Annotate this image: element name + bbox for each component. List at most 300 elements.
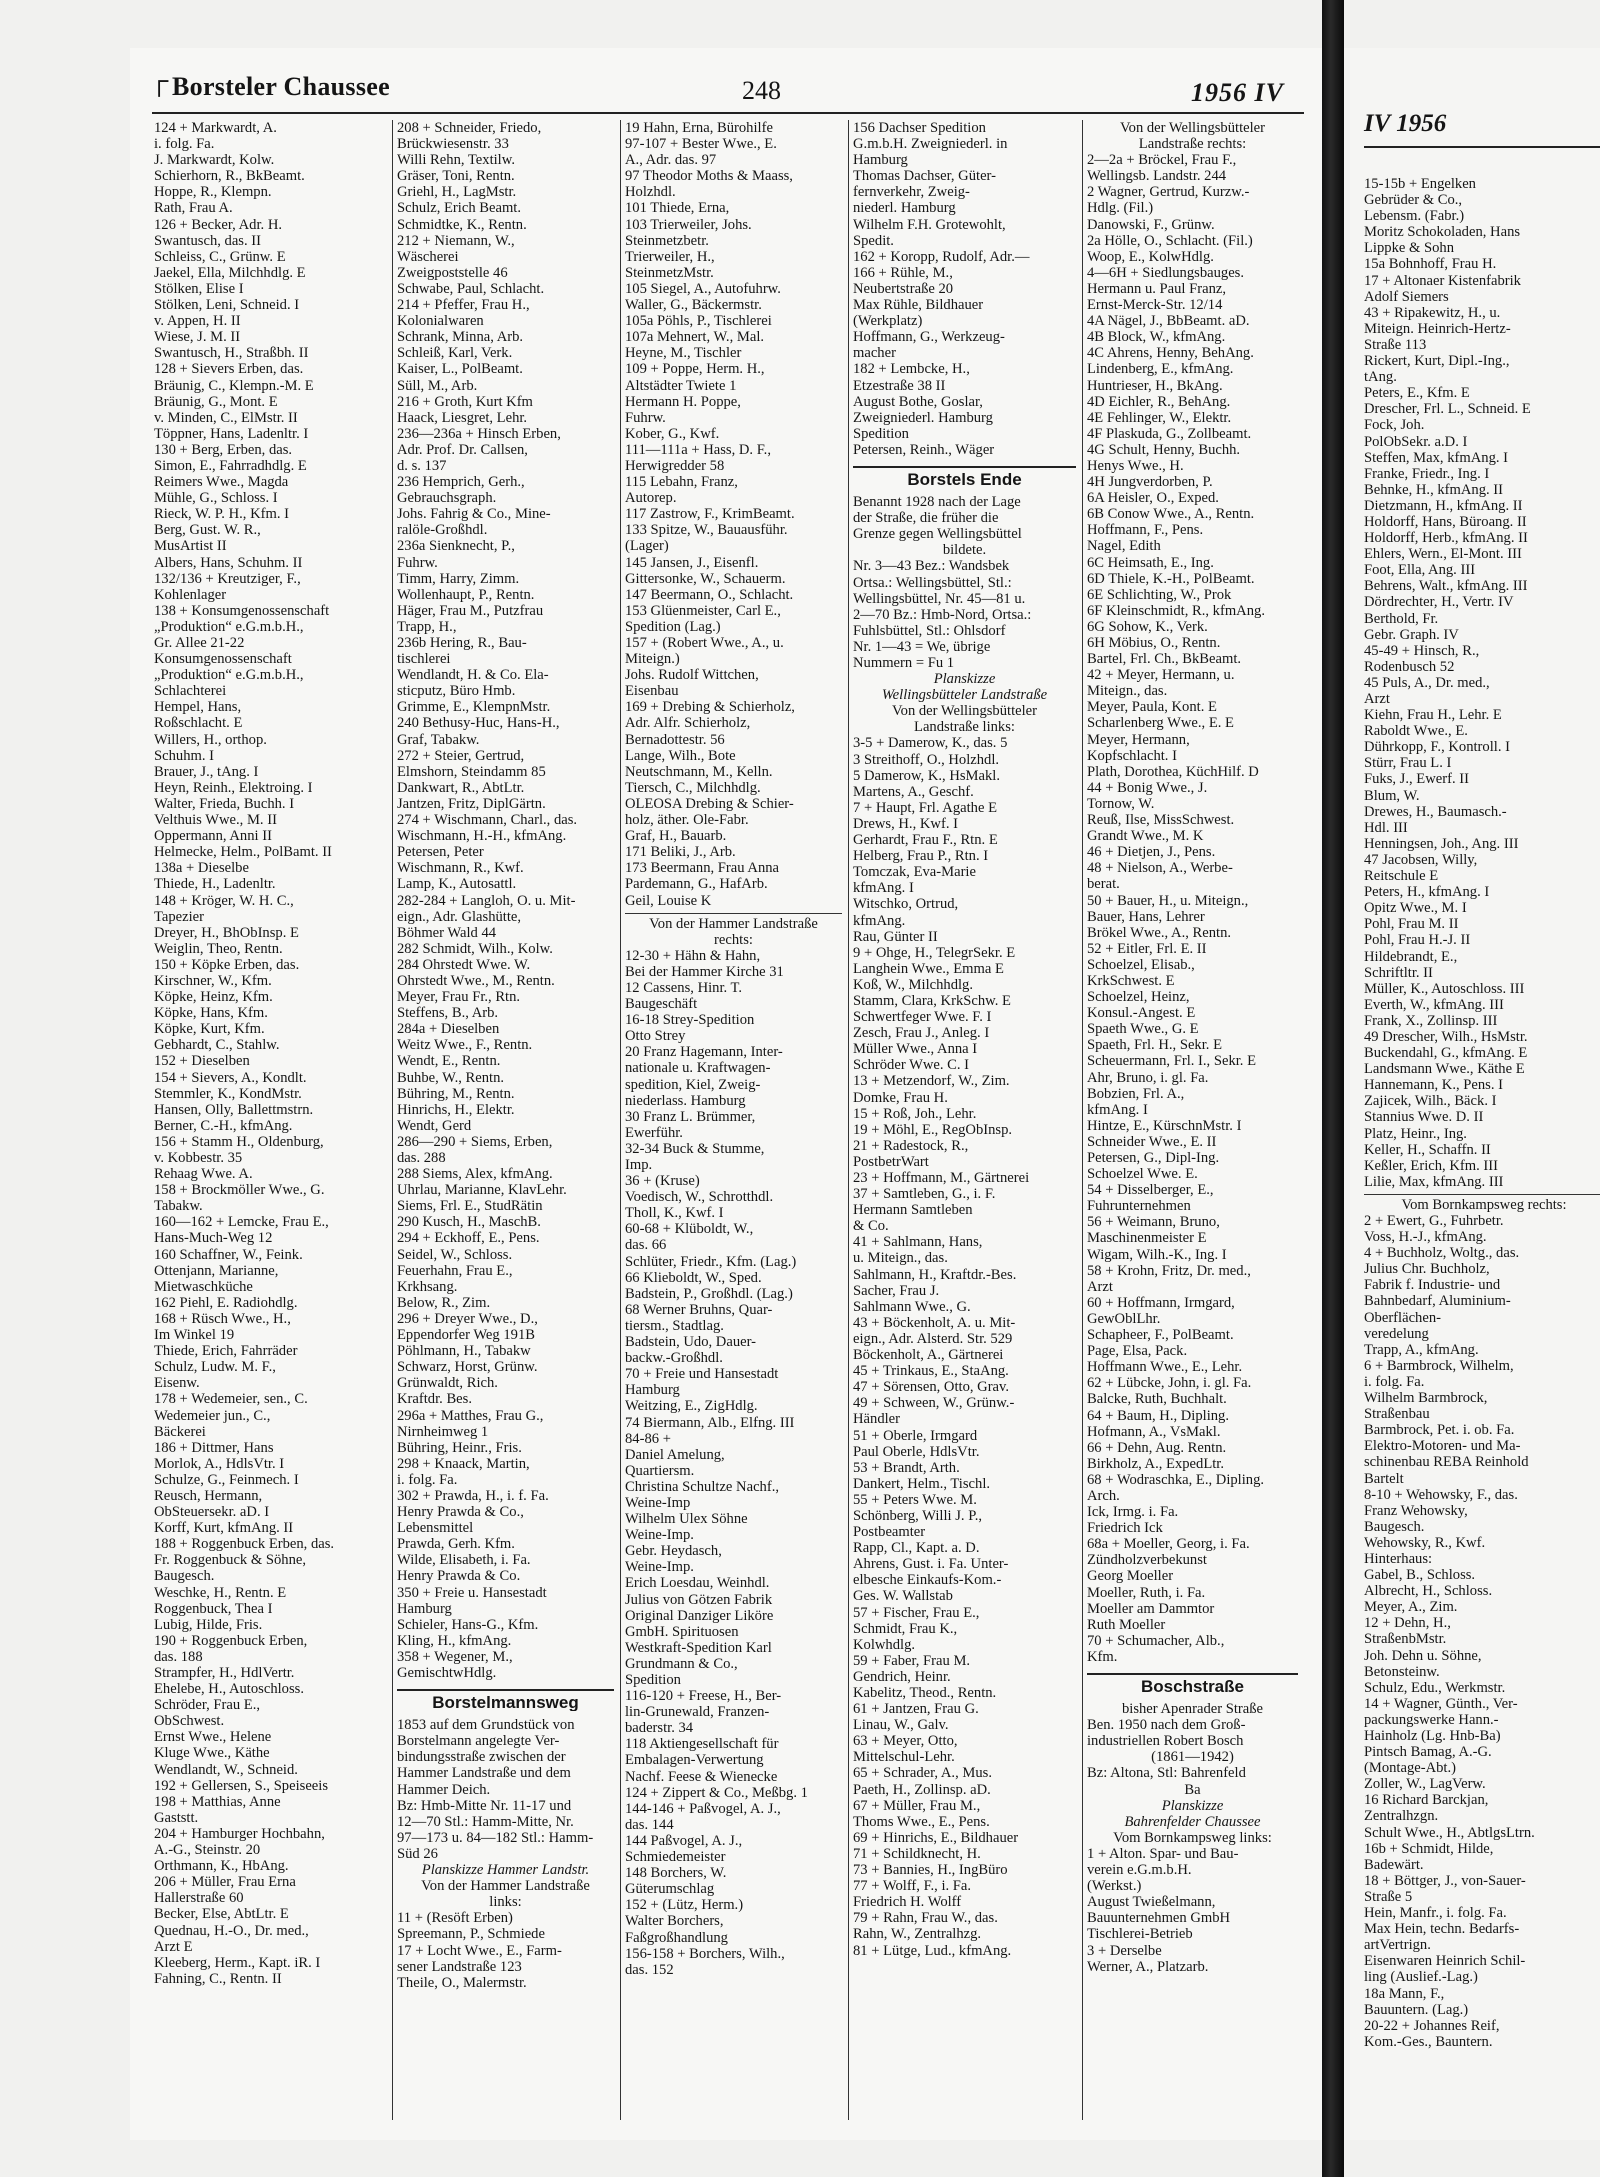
directory-entry: KrkSchwest. E <box>1087 972 1175 989</box>
directory-entry: Faßgroßhandlung <box>625 1929 728 1946</box>
directory-entry: Franz Wehowsky, <box>1364 1502 1468 1519</box>
directory-entry: 3 Streithoff, O., Holzhdl. <box>853 751 1000 768</box>
directory-entry: 70 + Freie und Hansestadt <box>625 1366 779 1383</box>
directory-entry: 15a Bohnhoff, Frau H. <box>1364 256 1497 273</box>
directory-entry: bildete. <box>942 542 987 559</box>
directory-entry: 44 + Bonig Wwe., J. <box>1087 779 1208 796</box>
directory-entry: Danowski, F., Grünw. <box>1087 216 1215 233</box>
directory-entry: 37 + Samtleben, G., i. F. <box>853 1186 996 1203</box>
directory-entry: Rickert, Kurt, Dipl.-Ing., <box>1364 353 1510 370</box>
directory-entry: 42 + Meyer, Hermann, u. <box>1087 667 1235 684</box>
column-3 <box>620 120 846 2120</box>
directory-entry: Peters, H., kfmAng. I <box>1364 884 1490 901</box>
directory-entry: 107a Mehnert, W., Mal. <box>625 329 765 346</box>
directory-entry: Zoller, W., LagVerw. <box>1364 1776 1486 1793</box>
directory-entry: Uhrlau, Marianne, KlavLehr. <box>397 1182 567 1199</box>
directory-entry: Moritz Schokoladen, Hans <box>1364 224 1521 241</box>
directory-entry: Fr. Roggenbuck & Söhne, <box>154 1552 307 1569</box>
directory-entry: 69 + Hinrichs, E., Bildhauer <box>853 1829 1019 1846</box>
directory-entry: 60 + Hoffmann, Irmgard, <box>1087 1294 1235 1311</box>
directory-entry: Opitz Wwe., M. I <box>1364 900 1467 917</box>
directory-entry: Walter Borchers, <box>625 1913 724 1930</box>
directory-entry: 16 Richard Barckjan, <box>1364 1792 1489 1809</box>
directory-entry: Weschke, H., Rentn. E <box>154 1584 287 1601</box>
directory-entry: 12 Cassens, Hinr. T. <box>625 979 743 996</box>
directory-entry: Westkraft-Spedition Karl <box>625 1639 772 1656</box>
directory-entry: Graf, Tabakw. <box>397 731 480 748</box>
directory-entry: Rath, Frau A. <box>154 200 233 217</box>
directory-entry: Konsumgenossenschaft <box>154 651 292 668</box>
directory-entry: Süd 26 <box>397 1845 438 1862</box>
directory-entry: Holzhdl. <box>625 184 676 201</box>
directory-entry: Jaekel, Ella, Milchhdlg. E <box>154 264 306 281</box>
directory-entry: Moeller am Dammtor <box>1087 1600 1215 1617</box>
directory-entry: Nr. 3—43 Bez.: Wandsbek <box>853 558 1010 575</box>
directory-entry: 47 Jacobsen, Willy, <box>1364 851 1478 868</box>
directory-entry: Meyer, Paula, Kont. E <box>1087 699 1217 716</box>
directory-entry: Pohl, Frau H.-J. II <box>1364 932 1471 949</box>
directory-entry: 236—236a + Hinsch Erben, <box>397 425 561 442</box>
directory-entry: 236 Hemprich, Gerh., <box>397 474 525 491</box>
directory-entry: Reitschule E <box>1364 868 1439 885</box>
directory-entry: Badstein, P., Großhdl. (Lag.) <box>625 1285 793 1302</box>
directory-entry: Holdorff, Hans, Büroang. II <box>1364 513 1527 530</box>
directory-entry: Wendt, Gerd <box>397 1117 472 1134</box>
directory-entry: Gabel, B., Schloss. <box>1364 1567 1476 1584</box>
directory-entry: Original Danziger Liköre <box>625 1607 774 1624</box>
directory-entry: Grünwaldt, Rich. <box>397 1375 498 1392</box>
directory-entry: 17 + Altonaer Kistenfabrik <box>1364 272 1521 289</box>
directory-entry: Etzestraße 38 II <box>853 377 946 394</box>
directory-entry: Miteign., das. <box>1087 683 1168 700</box>
directory-entry: Johs. Rudolf Wittchen, <box>625 667 759 684</box>
directory-entry: Schierhorn, R., BkBeamt. <box>154 168 305 185</box>
directory-entry: 70 + Schumacher, Alb., <box>1087 1632 1225 1649</box>
facing-page-column <box>1364 176 1600 2126</box>
directory-entry: Bräunig, G., Mont. E <box>154 393 278 410</box>
directory-entry: Lebensm. (Fabr.) <box>1364 208 1465 225</box>
directory-entry: Henry Prawda & Co. <box>397 1568 521 1585</box>
directory-entry: Schleiss, C., Grünw. E <box>154 248 286 265</box>
directory-entry: 74 Biermann, Alb., Elfng. III <box>625 1414 795 1431</box>
directory-entry: Linau, W., Galv. <box>853 1717 949 1734</box>
directory-entry: Hammer Landstraße und dem <box>397 1765 571 1782</box>
directory-entry: Everth, W., kfmAng. III <box>1364 996 1504 1013</box>
directory-entry: 64 + Baum, H., Dipling. <box>1087 1407 1230 1424</box>
directory-entry: Wilhelm F.H. Grotewohlt, <box>853 216 1006 233</box>
directory-entry: das. 144 <box>625 1816 674 1833</box>
directory-entry: Von der Wellingsbütteler <box>1119 120 1265 136</box>
facing-page <box>1344 48 1600 2140</box>
directory-entry: kfmAng. I <box>1087 1101 1148 1118</box>
directory-entry: Scharlenberg Wwe., E. E <box>1087 715 1234 732</box>
directory-entry: Müller, K., Autoschloss. III <box>1364 980 1525 997</box>
directory-entry: Vom Bornkampsweg links: <box>1113 1829 1272 1846</box>
directory-entry: Schoelzel, Heinz, <box>1087 989 1190 1006</box>
directory-entry: Huntrieser, H., BkAng. <box>1087 377 1223 394</box>
directory-entry: Steffen, Max, kfmAng. I <box>1364 449 1509 466</box>
directory-entry: Hans-Much-Weg 12 <box>154 1230 273 1247</box>
directory-entry: Meyer, A., Zim. <box>1364 1599 1458 1616</box>
directory-entry: Wischmann, R., Kwf. <box>397 860 524 877</box>
directory-entry: Miteign. Heinrich-Hertz- <box>1364 320 1511 337</box>
directory-entry: 162 Piehl, E. Radiohdlg. <box>154 1294 298 1311</box>
directory-entry: Neutschmann, M., Kelln. <box>625 763 773 780</box>
directory-entry: Hannemann, K., Pens. I <box>1364 1077 1504 1094</box>
directory-entry: 144-146 + Paßvogel, A. J., <box>625 1800 781 1817</box>
directory-entry: Kabelitz, Theod., Rentn. <box>853 1685 997 1701</box>
directory-entry: 61 + Jantzen, Frau G. <box>853 1701 979 1718</box>
directory-entry: GmbH. Spirituosen <box>625 1623 739 1640</box>
directory-entry: Wellingsbütteler Landstraße <box>881 687 1048 704</box>
directory-entry: 77 + Wolff, F., i. Fa. <box>853 1878 972 1895</box>
directory-entry: Fuhrunternehmen <box>1087 1198 1191 1215</box>
directory-entry: veredelung <box>1364 1325 1429 1342</box>
directory-entry: 50 + Bauer, H., u. Miteign., <box>1087 892 1249 909</box>
directory-entry: bindungsstraße zwischen der <box>397 1749 566 1766</box>
directory-entry: Adr. Prof. Dr. Callsen, <box>397 441 528 458</box>
directory-entry: 43 + Böckenholt, A. u. Mit- <box>853 1314 1016 1331</box>
directory-entry: Plath, Dorothea, KüchHilf. D <box>1087 763 1259 780</box>
directory-entry: sticputz, Büro Hmb. <box>397 683 516 700</box>
directory-entry: Straßenbau <box>1364 1406 1430 1423</box>
directory-entry: 138a + Dieselbe <box>154 860 249 877</box>
directory-entry: Fahning, C., Rentn. II <box>154 1970 282 1987</box>
directory-entry: 198 + Matthias, Anne <box>154 1793 281 1810</box>
directory-entry: Maschinenmeister E <box>1087 1230 1207 1247</box>
directory-entry: August Bothe, Goslar, <box>853 393 983 410</box>
directory-entry: Reimers Wwe., Magda <box>154 474 289 491</box>
directory-entry: Hinterhaus: <box>1364 1550 1433 1567</box>
directory-entry: 97 Theodor Moths & Maass, <box>625 168 793 185</box>
directory-entry: Köpke, Kurt, Kfm. <box>154 1021 265 1038</box>
directory-entry: Reusch, Hermann, <box>154 1487 263 1504</box>
directory-entry: bisher Apenrader Straße <box>1121 1701 1264 1718</box>
directory-entry: tischlerei <box>397 651 451 668</box>
directory-entry: Schulze, G., Feinmech. I <box>154 1471 299 1488</box>
facing-page-header: IV 1956 <box>1364 106 1600 148</box>
directory-entry: Imp. <box>625 1157 653 1173</box>
directory-entry: Hoffmann Wwe., E., Lehr. <box>1087 1359 1243 1376</box>
directory-entry: Stölken, Elise I <box>154 280 244 297</box>
directory-entry: Otto Strey <box>625 1028 686 1045</box>
directory-entry: Wellingsbüttel, Nr. 45—81 u. <box>853 590 1026 607</box>
directory-entry: Brauer, J., tAng. I <box>154 763 259 780</box>
directory-entry: Graf, H., Bauarb. <box>625 828 727 845</box>
directory-entry: Spedition <box>625 1672 681 1688</box>
directory-entry: 30 Franz L. Brümmer, <box>625 1108 756 1125</box>
directory-entry: Berner, C.-H., kfmAng. <box>154 1117 293 1134</box>
directory-entry: Bahrenfelder Chaussee <box>1124 1813 1261 1830</box>
directory-entry: Nagel, Edith <box>1087 538 1161 555</box>
directory-entry: Landstraße links: <box>914 719 1015 736</box>
directory-entry: Domke, Frau H. <box>853 1089 948 1106</box>
directory-entry: Griehl, H., LagMstr. <box>397 184 517 201</box>
directory-entry: 12 + Dehn, H., <box>1364 1615 1451 1632</box>
directory-entry: Schlüter, Friedr., Kfm. (Lag.) <box>625 1253 797 1270</box>
directory-entry: (Werkst.) <box>1087 1878 1142 1895</box>
directory-entry: Drescher, Frl. L., Schneid. E <box>1364 401 1531 418</box>
directory-entry: berat. <box>1087 876 1120 893</box>
directory-entry: 162 + Koropp, Rudolf, Adr.— <box>853 248 1030 265</box>
directory-entry: 147 Beermann, O., Schlacht. <box>625 586 794 603</box>
directory-entry: 216 + Groth, Kurt Kfm <box>397 393 533 410</box>
directory-entry: SteinmetzMstr. <box>625 264 714 281</box>
directory-entry: Hoffmann, F., Pens. <box>1087 522 1204 539</box>
directory-entry: Kirschner, W., Kfm. <box>154 972 272 989</box>
directory-entry: Wellingsb. Landstr. 244 <box>1087 168 1227 185</box>
directory-entry: Trierweiler, H., <box>625 248 715 265</box>
directory-entry: 6B Conow Wwe., A., Rentn. <box>1087 506 1255 523</box>
directory-entry: Rieck, W. P. H., Kfm. I <box>154 506 289 523</box>
directory-entry: Bauer, Hans, Lehrer <box>1087 908 1205 925</box>
directory-entry: 54 + Disselberger, E., <box>1087 1182 1214 1199</box>
directory-entry: 4—6H + Siedlungsbauges. <box>1087 264 1244 281</box>
directory-entry: Franke, Friedr., Ing. I <box>1364 465 1490 482</box>
directory-entry: 2—70 Bz.: Hmb-Nord, Ortsa.: <box>853 606 1032 623</box>
directory-entry: Steffens, B., Arb. <box>397 1005 499 1022</box>
directory-entry: Friedrich H. Wolff <box>853 1894 962 1911</box>
directory-entry: Schieler, Hans-G., Kfm. <box>397 1616 539 1633</box>
directory-entry: Schriftltr. II <box>1364 964 1433 981</box>
directory-entry: Thiede, H., Ladenltr. <box>154 876 276 893</box>
directory-entry: 15-15b + Engelken <box>1364 176 1476 192</box>
directory-entry: Julius Chr. Buchholz, <box>1364 1261 1490 1278</box>
directory-entry: Ges. W. Wallstab <box>853 1588 953 1605</box>
street-heading: ┌ Borsteler Chaussee <box>172 72 390 102</box>
directory-entry: 79 + Rahn, Frau W., das. <box>853 1910 998 1927</box>
directory-entry: 282 Schmidt, Wilh., Kolw. <box>397 940 553 957</box>
directory-entry: Hamburg <box>397 1600 452 1617</box>
directory-entry: i. folg. Fa. <box>154 136 215 153</box>
directory-entry: Hoppe, R., Klempn. <box>154 184 272 201</box>
directory-entry: 168 + Rüsch Wwe., H., <box>154 1310 291 1327</box>
directory-entry: ObSchwest. <box>154 1713 225 1730</box>
directory-entry: Nachf. Feese & Wienecke <box>625 1768 778 1785</box>
directory-entry: Gräser, Toni, Rentn. <box>397 168 515 185</box>
directory-entry: 109 + Poppe, Herm. H., <box>625 361 765 378</box>
directory-entry: Arch. <box>1087 1487 1120 1504</box>
directory-entry: Straße 5 <box>1364 1888 1413 1905</box>
directory-entry: 158 + Brockmöller Wwe., G. <box>154 1182 325 1199</box>
directory-entry: Quartiersm. <box>625 1462 695 1479</box>
directory-entry: 47 + Sörensen, Otto, Grav. <box>853 1379 1010 1396</box>
directory-entry: Bz: Hmb-Mitte Nr. 11-17 und <box>397 1797 572 1814</box>
directory-entry: Hdl. III <box>1364 819 1408 836</box>
directory-entry: Fuhrw. <box>625 409 666 426</box>
directory-entry: 45 + Trinkaus, E., StaAng. <box>853 1363 1009 1380</box>
street-section-heading: Borstels Ende <box>853 466 1076 488</box>
directory-entry: 16-18 Strey-Spedition <box>625 1012 755 1029</box>
directory-entry: Eisenw. <box>154 1375 200 1392</box>
edition-year: 1956 IV <box>1191 78 1284 107</box>
directory-entry: Bobzien, Frl. A., <box>1087 1085 1185 1102</box>
directory-entry: Planskizze Hammer Landstr. <box>421 1862 590 1879</box>
directory-entry: Below, R., Zim. <box>397 1294 491 1311</box>
directory-entry: 48 + Nielson, A., Werbe- <box>1087 860 1233 877</box>
directory-entry: Böhmer Wald 44 <box>397 924 497 941</box>
directory-entry: Kolwhdlg. <box>853 1636 916 1653</box>
directory-entry: 71 + Schildknecht, H. <box>853 1845 981 1862</box>
directory-entry: Stamm, Clara, KrkSchw. E <box>853 992 1011 1009</box>
directory-entry: 144 Paßvogel, A. J., <box>625 1832 743 1849</box>
directory-entry: 6C Heimsath, E., Ing. <box>1087 554 1214 571</box>
directory-entry: fernverkehr, Zweig- <box>853 184 970 201</box>
directory-entry: Hermann H. Poppe, <box>625 393 741 410</box>
directory-entry: 294 + Eckhoff, E., Pens. <box>397 1230 540 1247</box>
directory-entry: Fuks, J., Ewerf. II <box>1364 771 1469 788</box>
directory-entry: Süll, M., Arb. <box>397 377 478 394</box>
directory-entry: Meyer, Frau Fr., Rtn. <box>397 989 521 1006</box>
directory-entry: Birkholz, A., ExpedLtr. <box>1087 1455 1225 1472</box>
directory-entry: Zentralhzgn. <box>1364 1808 1439 1825</box>
directory-entry: 350 + Freie u. Hansestadt <box>397 1584 547 1601</box>
directory-entry: Woop, E., KolwHdlg. <box>1087 248 1214 265</box>
directory-entry: packungswerke Hann.- <box>1364 1711 1499 1728</box>
directory-entry: Eisenwaren Heinrich Schil- <box>1364 1953 1526 1970</box>
directory-entry: Postbeamter <box>853 1524 926 1541</box>
directory-entry: Lindenberg, E., kfmAng. <box>1087 361 1234 378</box>
directory-entry: macher <box>853 345 896 362</box>
street-section-heading: Boschstraße <box>1087 1673 1298 1695</box>
directory-entry: 272 + Steier, Gertrud, <box>397 747 525 764</box>
directory-entry: Feuerhahn, Frau E., <box>397 1262 513 1279</box>
directory-entry: 68a + Moeller, Georg, i. Fa. <box>1087 1536 1250 1553</box>
directory-entry: Kolonialwaren <box>397 313 484 330</box>
directory-entry: 49 Drescher, Wilh., HsMstr. <box>1364 1028 1528 1045</box>
directory-entry: Kiehn, Frau H., Lehr. E <box>1364 707 1502 724</box>
directory-entry: 152 + (Lütz, Herm.) <box>625 1897 744 1914</box>
directory-entry: Planskizze <box>1161 1797 1224 1814</box>
directory-entry: elbesche Einkaufs-Kom.- <box>853 1572 1002 1589</box>
directory-entry: 19 + Möhl, E., RegObInsp. <box>853 1121 1013 1138</box>
directory-entry: 274 + Wischmann, Charl., das. <box>397 812 578 829</box>
directory-entry: Ba <box>1184 1781 1201 1798</box>
directory-entry: kfmAng. I <box>853 880 914 897</box>
directory-entry: Buckendahl, G., kfmAng. E <box>1364 1045 1528 1062</box>
directory-entry: 128 + Sievers Erben, das. <box>154 361 304 378</box>
directory-entry: v. Kobbestr. 35 <box>154 1150 243 1166</box>
directory-entry: kfmAng. <box>853 912 906 929</box>
directory-entry: Bartelt <box>1364 1470 1404 1487</box>
directory-entry: 103 Trierweiler, Johs. <box>625 216 752 233</box>
directory-entry: Thiede, Erich, Fahrräder <box>154 1343 298 1360</box>
directory-entry: Wäscherei <box>397 248 459 265</box>
directory-entry: Elmshorn, Steindamm 85 <box>397 763 546 780</box>
directory-entry: Gaststt. <box>154 1809 199 1826</box>
directory-entry: 240 Bethusy-Huc, Hans-H., <box>397 715 560 732</box>
directory-entry: Drews, H., Kwf. I <box>853 815 958 832</box>
directory-entry: 66 Klieboldt, W., Sped. <box>625 1269 762 1286</box>
directory-entry: Jantzen, Fritz, DiplGärtn. <box>397 795 546 812</box>
directory-entry: Joh. Dehn u. Söhne, <box>1364 1647 1482 1664</box>
directory-entry: Rehaag Wwe. A. <box>154 1166 253 1183</box>
directory-entry: August Twießelmann, <box>1087 1894 1216 1911</box>
directory-entry: Weine-Imp. <box>625 1527 694 1544</box>
directory-entry: Kober, G., Kwf. <box>625 425 720 442</box>
directory-entry: 133 Spitze, W., Bauausführ. <box>625 522 788 539</box>
directory-entry: 18 + Böttger, J., von-Sauer- <box>1364 1872 1526 1889</box>
directory-entry: 117 Zastrow, F., KrimBeamt. <box>625 506 795 523</box>
directory-entry: Koß, W., Milchhdlg. <box>853 976 973 993</box>
directory-entry: 160 Schaffner, W., Feink. <box>154 1246 303 1263</box>
directory-entry: Helberg, Frau P., Rtn. I <box>853 848 989 865</box>
directory-entry: 2 + Ewert, G., Fuhrbetr. <box>1364 1213 1504 1229</box>
directory-entry: Steinmetzbetr. <box>625 232 709 249</box>
directory-entry: Tischlerei-Betrieb <box>1087 1926 1193 1943</box>
directory-entry: 190 + Roggenbuck Erben, <box>154 1632 308 1649</box>
directory-entry: 154 + Sievers, A., Kondlt. <box>154 1069 307 1086</box>
directory-entry: Berg, Gust. W. R., <box>154 522 261 539</box>
directory-entry: Gendrich, Heinr. <box>853 1668 951 1685</box>
directory-entry: 284a + Dieselben <box>397 1021 500 1038</box>
directory-entry: Sahlmann, H., Kraftdr.-Bes. <box>853 1266 1017 1283</box>
directory-entry: Arzt <box>1087 1278 1113 1295</box>
directory-entry: Heyn, Reinh., Elektroing. I <box>154 779 313 796</box>
directory-entry: 12-30 + Hähn & Hahn, <box>625 947 761 964</box>
directory-entry: 358 + Wegener, M., <box>397 1648 513 1665</box>
directory-entry: 67 + Müller, Frau M., <box>853 1797 981 1814</box>
directory-entry: 5 Damerow, K., HsMakl. <box>853 767 1000 784</box>
column-2 <box>392 120 618 2120</box>
directory-entry: 302 + Prawda, H., i. f. Fa. <box>397 1487 549 1504</box>
directory-entry: 52 + Eitler, Frl. E. II <box>1087 940 1207 957</box>
street-section-heading: Borstelmannsweg <box>397 1689 614 1711</box>
directory-entry: 84-86 + <box>625 1430 671 1447</box>
directory-entry: 166 + Rühle, M., <box>853 264 953 281</box>
directory-entry: Morlok, A., HdlsVtr. I <box>154 1455 285 1472</box>
directory-entry: Blum, W. <box>1364 787 1420 804</box>
directory-entry: Wendlandt, W., Schneid. <box>154 1761 298 1778</box>
directory-entry: Neubertstraße 20 <box>853 280 954 297</box>
directory-entry: 156-158 + Borchers, Wilh., <box>625 1945 785 1962</box>
directory-entry: Brückwiesenstr. 33 <box>397 136 509 153</box>
directory-entry: 208 + Schneider, Friedo, <box>397 120 542 136</box>
directory-entry: Ahr, Bruno, i. gl. Fa. <box>1087 1069 1209 1086</box>
directory-entry: Moeller, Ruth, i. Fa. <box>1087 1584 1206 1601</box>
directory-entry: 150 + Köpke Erben, das. <box>154 956 300 973</box>
directory-entry: 51 + Oberle, Irmgard <box>853 1427 978 1444</box>
directory-entry: Schröder, Frau E., <box>154 1697 261 1714</box>
directory-entry: Wehowsky, R., Kwf. <box>1364 1534 1486 1551</box>
directory-entry: Schulz, Edu., Werkmstr. <box>1364 1679 1506 1696</box>
directory-entry: Holdorff, Herb., kfmAng. II <box>1364 530 1528 547</box>
directory-entry: Adr. Alfr. Schierholz, <box>625 715 751 732</box>
directory-entry: Von der Hammer Landstraße <box>625 913 842 932</box>
directory-entry: Ehelebe, H., Autoschloss. <box>154 1681 304 1698</box>
directory-entry: Schulz, Erich Beamt. <box>397 200 522 217</box>
directory-entry: 188 + Roggenbuck Erben, das. <box>154 1536 335 1553</box>
directory-entry: das. 152 <box>625 1961 674 1978</box>
directory-entry: Autorep. <box>625 490 677 507</box>
directory-entry: 148 Borchers, W. <box>625 1865 727 1882</box>
directory-entry: Fuhlsbüttel, Stl.: Ohlsdorf <box>853 622 1006 639</box>
directory-entry: 8-10 + Wehowsky, F., das. <box>1364 1486 1518 1503</box>
directory-entry: Nirnheimweg 1 <box>397 1423 489 1440</box>
directory-entry: Hildebrandt, E., <box>1364 948 1458 965</box>
directory-entry: 46 + Dietjen, J., Pens. <box>1087 844 1216 861</box>
directory-entry: Spedit. <box>853 232 894 249</box>
book-gutter <box>1322 0 1344 2177</box>
directory-entry: 66 + Dehn, Aug. Rentn. <box>1087 1439 1227 1456</box>
directory-entry: Zweigpoststelle 46 <box>397 264 508 281</box>
directory-entry: Schönberg, Willi J. P., <box>853 1507 983 1524</box>
directory-entry: Strampfer, H., HdlVertr. <box>154 1665 295 1681</box>
directory-entry: 9 + Ohge, H., TelegrSekr. E <box>853 944 1016 961</box>
directory-entry: 4C Ahrens, Henny, BehAng. <box>1087 345 1254 362</box>
directory-entry: 11 + (Resöft Erben) <box>397 1910 513 1927</box>
directory-entry: Wendlandt, H. & Co. Ela- <box>397 667 549 684</box>
